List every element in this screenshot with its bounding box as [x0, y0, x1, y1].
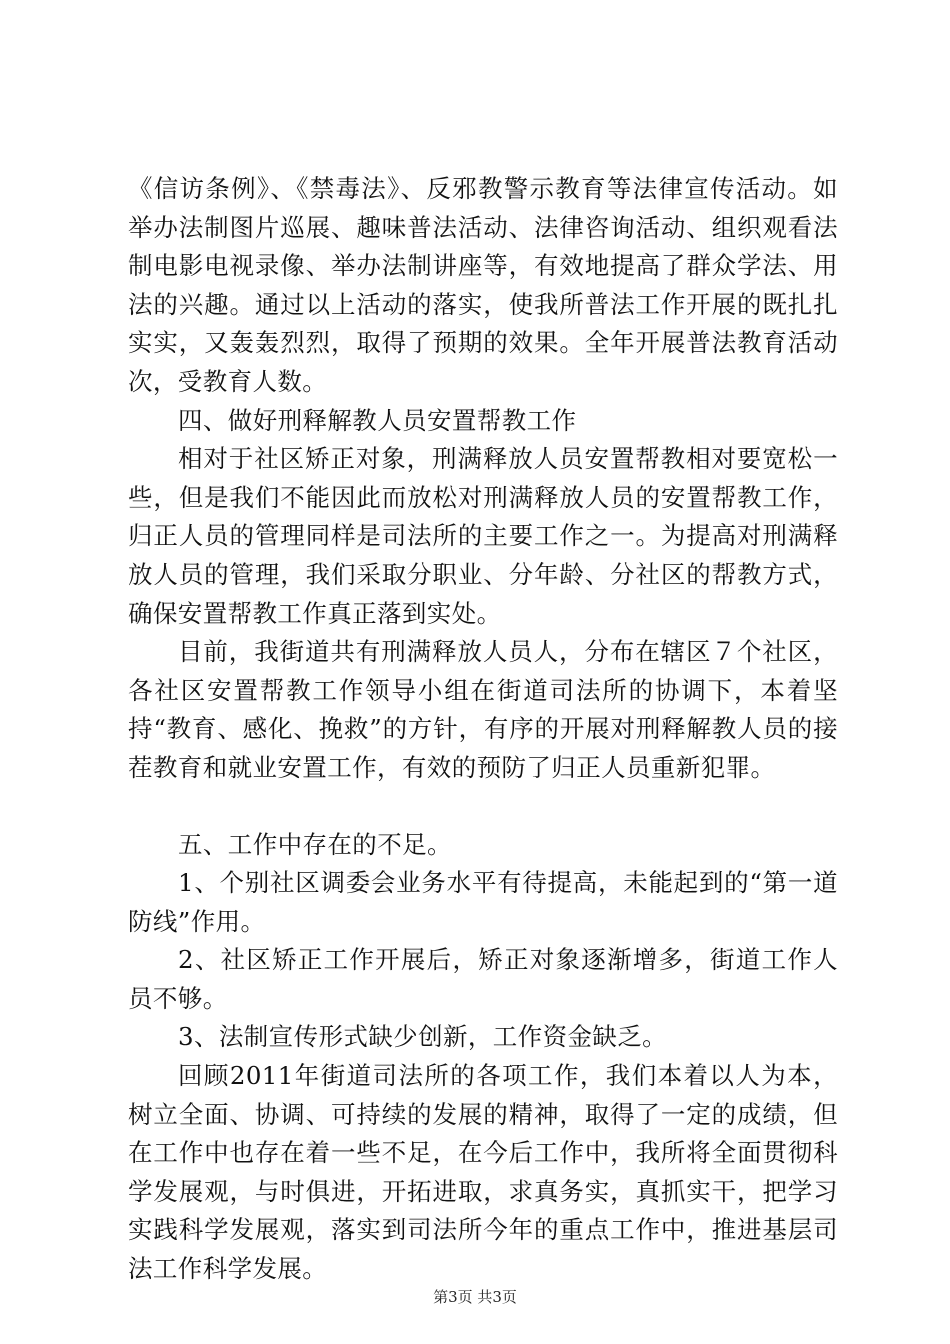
paragraph-current-status: 目前，我街道共有刑满释放人员人，分布在辖区７个社区，各社区安置帮教工作领导小组在街道司法所的协调下，本着坚持“教育、感化、挽救”的方针，有序的开展对刑释解教人员的接茬教育和就业安置工作，有效的预防了归正人员重新犯罪。 — [128, 637, 838, 782]
paragraph-resettlement: 相对于社区矫正对象，刑满释放人员安置帮教相对要宽松一些，但是我们不能因此而放松对刑满释放人员的安置帮教工作，归正人员的管理同样是司法所的主要工作之一。为提高对刑满释放人员的管理，我们采取分职业、分年龄、分社区的帮教方式，确保安置帮教工作真正落到实处。 — [128, 444, 838, 628]
list-item-shortcoming-3: 3、法制宣传形式缺少创新，工作资金缺乏。 — [178, 1022, 668, 1052]
heading-section-five: 五、工作中存在的不足。 — [178, 829, 452, 859]
paragraph-spacer — [128, 788, 838, 826]
document-body — [128, 170, 838, 1289]
list-item-shortcoming-1: 1、个别社区调委会业务水平有待提高，未能起到的“第一道防线”作用。 — [128, 868, 838, 936]
page-number-footer: 第3页 共3页 — [433, 1288, 517, 1306]
paragraph-legal-publicity: 《信访条例》、《禁毒法》、反邪教警示教育等法律宣传活动。如举办法制图片巡展、趣味普法活动、法律咨询活动、组织观看法制电影电视录像、举办法制讲座等，有效地提高了群众学法、用法的兴趣。通过以上活动的落实，使我所普法工作开展的既扎扎实实，又轰轰烈烈，取得了预期的效果。全年开展普法教育活动次，受教育人数。 — [128, 174, 838, 396]
list-item-shortcoming-2: 2、社区矫正工作开展后，矫正对象逐渐增多，街道工作人员不够。 — [128, 945, 838, 1013]
paragraph-conclusion: 回顾2011年街道司法所的各项工作，我们本着以人为本，树立全面、协调、可持续的发展的精神，取得了一定的成绩，但在工作中也存在着一些不足，在今后工作中，我所将全面贯彻科学发展观，与时俱进，开拓进取，求真务实，真抓实干，把学习实践科学发展观，落实到司法所今年的重点工作中，推进基层司法工作科学发展。 — [128, 1061, 838, 1284]
heading-section-four: 四、做好刑释解教人员安置帮教工作 — [178, 405, 577, 435]
